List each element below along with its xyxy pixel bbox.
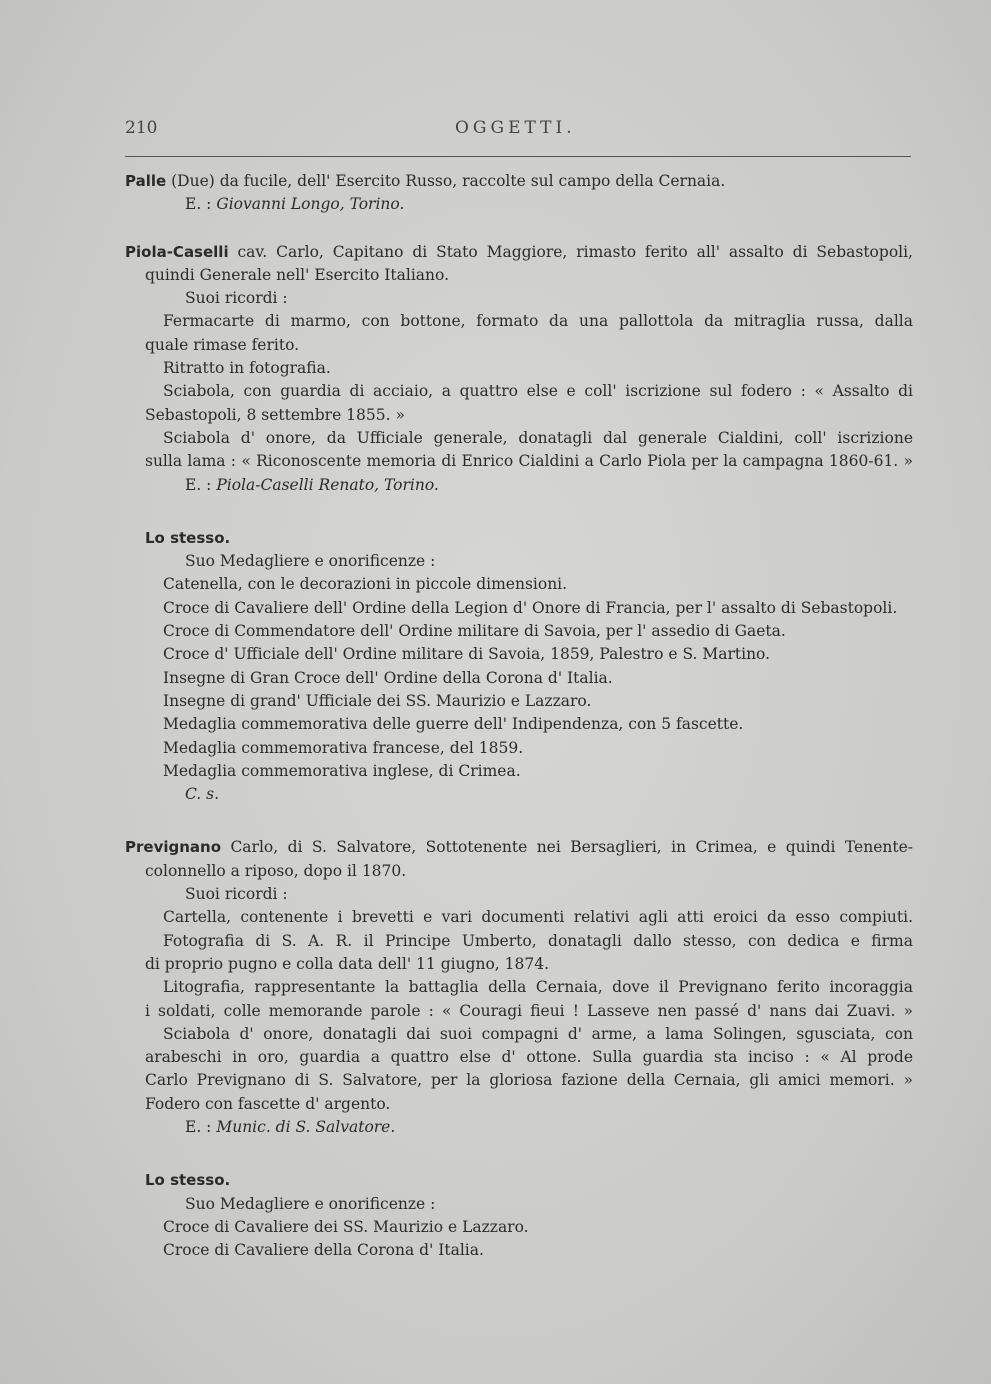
entry-line: Cartella, contenente i brevetti e vari documenti relativi agli atti eroici da esso compiuti. (163, 908, 913, 927)
entry-line: Fodero con fascette d' argento. (145, 1094, 391, 1113)
entry-line: Sebastopoli, 8 settembre 1855. » (145, 405, 405, 424)
entry-prevignano (125, 836, 913, 1139)
entry-text: Carlo, di S. Salvatore, Sottotenente nei Bersaglieri, in Crimea, e quindi Tenente- (230, 838, 913, 857)
entry-line: quindi Generale nell' Esercito Italiano. (145, 265, 450, 284)
entry-text: (Due) da fucile, dell' Esercito Russo, raccolte sul campo della Cernaia. (171, 172, 726, 190)
entry-line (125, 836, 913, 859)
entry-line: Carlo Prevignano di S. Salvatore, per la gloriosa fazione della Cernaia, gli amici memori. » (145, 1071, 913, 1090)
entry-line (125, 241, 913, 264)
page-number: 210 (125, 118, 158, 138)
entry-line: sulla lama : « Riconoscente memoria di Enrico Cialdini a Carlo Piola per la campagna 1860-61. » (145, 452, 913, 471)
entry-line: Sciabola d' onore, donatagli dai suoi compagni d' arme, a lama Solingen, sgusciata, con (163, 1024, 913, 1043)
exhibitor-name: Giovanni Longo, Torino. (216, 195, 405, 214)
entry-line: Croce di Cavaliere della Corona d' Italia. (163, 1241, 484, 1260)
header-rule (125, 156, 911, 157)
entry-line: Suoi ricordi : (185, 885, 288, 904)
entry-line: Suoi ricordi : (185, 289, 288, 308)
entry-line: Sciabola d' onore, da Ufficiale generale, donatagli dal generale Cialdini, coll' iscrizione (163, 428, 913, 447)
entry-palle (125, 170, 913, 217)
exhibitor-prefix: E. : (185, 1117, 212, 1136)
entry-line: Croce di Cavaliere dei SS. Maurizio e Lazzaro. (163, 1217, 529, 1236)
entry-lo-stesso-2 (125, 1169, 913, 1262)
entry-line: Sciabola, con guardia di acciaio, a quattro else e coll' iscrizione sul fodero : « Assalto di (163, 382, 913, 401)
exhibitor-name: Piola-Caselli Renato, Torino. (216, 475, 439, 494)
entry-name: Lo stesso. (145, 1171, 231, 1190)
entry-line: Insegne di grand' Ufficiale dei SS. Maurizio e Lazzaro. (163, 691, 592, 710)
entry-line: Catenella, con le decorazioni in piccole dimensioni. (163, 575, 568, 594)
page-header (125, 118, 911, 148)
exhibitor-line (125, 1116, 913, 1139)
entry-name: Palle (125, 172, 167, 190)
entry-name: Prevignano (125, 838, 222, 857)
entry-line: Insegne di Gran Croce dell' Ordine della Corona d' Italia. (163, 668, 613, 687)
exhibitor-prefix: E. : (185, 475, 212, 494)
entry-line: Medaglia commemorativa delle guerre dell' Indipendenza, con 5 fascette. (163, 715, 744, 734)
running-head: OGGETTI. (455, 118, 576, 138)
entry-line: Suo Medagliere e onorificenze : (185, 1194, 436, 1213)
entry-line: arabeschi in oro, guardia a quattro else d' ottone. Sulla guardia sta inciso : « Al prode (145, 1048, 913, 1067)
exhibitor-prefix: E. : (185, 195, 212, 214)
exhibitor-name: Munic. di S. Salvatore. (216, 1117, 396, 1136)
entry-line: Ritratto in fotografia. (163, 359, 331, 378)
entry-line: Suo Medagliere e onorificenze : (185, 552, 436, 571)
signature-cs: C. s. (185, 785, 220, 804)
entry-line: Litografia, rappresentante la battaglia della Cernaia, dove il Prevignano ferito incoraggia (163, 978, 913, 997)
entry-line: Fotografia di S. A. R. il Principe Umberto, donatagli dallo stesso, con dedica e firma (163, 931, 913, 950)
entry-line: quale rimase ferito. (145, 335, 300, 354)
entry-line: Croce di Cavaliere dell' Ordine della Legion d' Onore di Francia, per l' assalto di Sebastopoli. (163, 598, 898, 617)
entry-name: Lo stesso. (145, 528, 231, 547)
entry-line: colonnello a riposo, dopo il 1870. (145, 861, 407, 880)
entry-lo-stesso-1 (125, 527, 913, 807)
entry-name: Piola-Caselli (125, 242, 229, 261)
entry-line (125, 170, 913, 193)
entry-line: Medaglia commemorativa francese, del 1859. (163, 738, 524, 757)
entry-piola-caselli (125, 241, 913, 497)
entry-line: di proprio pugno e colla data dell' 11 giugno, 1874. (145, 954, 550, 973)
entry-line: Croce d' Ufficiale dell' Ordine militare di Savoia, 1859, Palestro e S. Martino. (163, 645, 771, 664)
entry-text: cav. Carlo, Capitano di Stato Maggiore, rimasto ferito all' assalto di Sebastopoli, (237, 242, 913, 261)
entry-line: Fermacarte di marmo, con bottone, formato da una pallottola da mitraglia russa, dalla (163, 312, 913, 331)
entry-line: Croce di Commendatore dell' Ordine militare di Savoia, per l' assedio di Gaeta. (163, 622, 786, 641)
exhibitor-line (125, 193, 913, 216)
entry-line: i soldati, colle memorande parole : « Couragi fieui ! Lasseve nen passé d' nans dai Zuavi. » (145, 1001, 913, 1020)
entry-line: Medaglia commemorativa inglese, di Crimea. (163, 761, 521, 780)
page-body (125, 170, 913, 1262)
exhibitor-line (125, 474, 913, 497)
